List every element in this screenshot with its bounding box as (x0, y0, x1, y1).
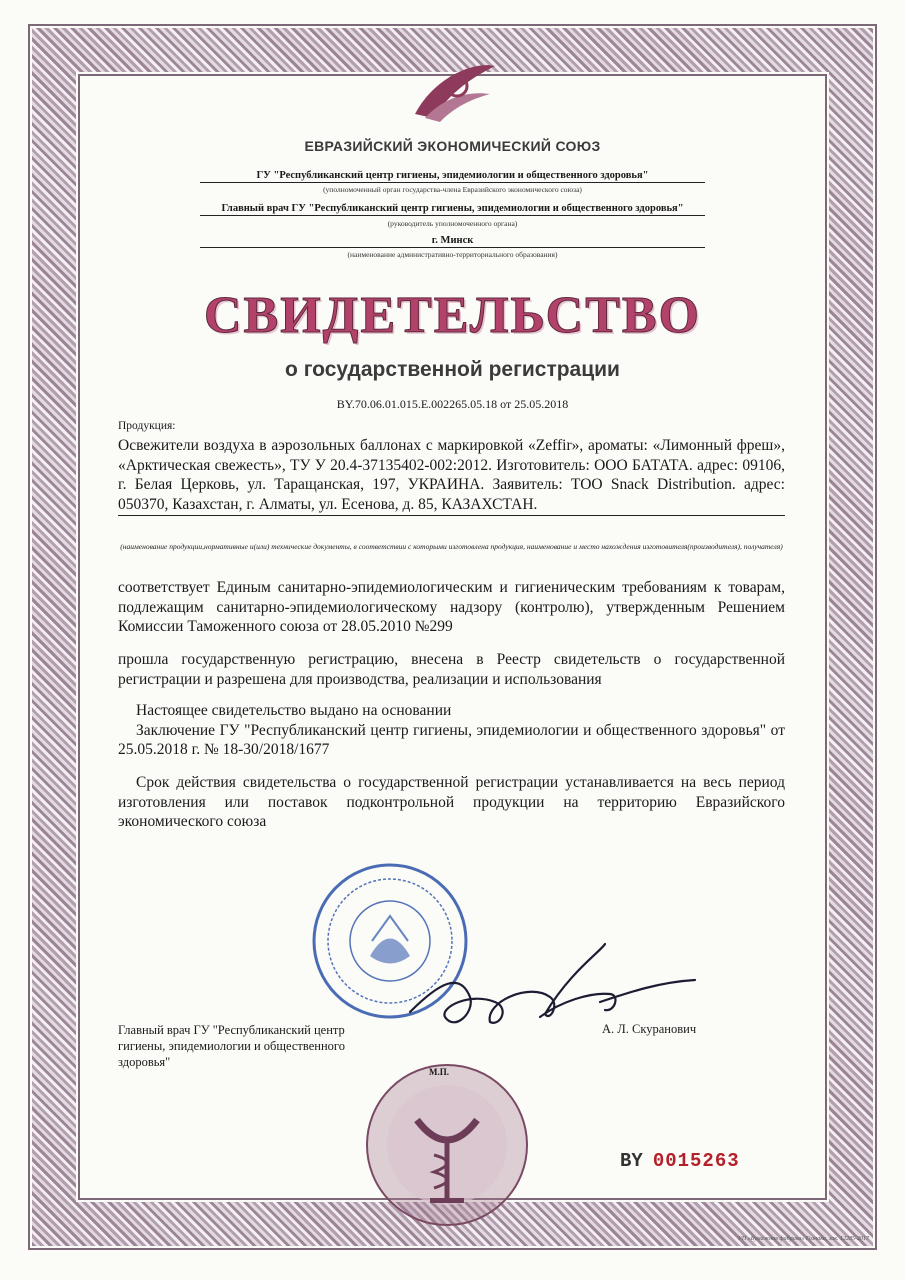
organ-head: Главный врач ГУ "Республиканский центр гигиены, эпидемиологии и общественного здоровья" (200, 203, 705, 216)
printer-note: УП «Бумажная фабрика» Гознака, зак. 12285-2017 (737, 1236, 869, 1242)
basis-text: Заключение ГУ "Республиканский центр гигиены, эпидемиологии и общественного здоровья" от 25.05.2018 г. № 18-30/2018/1677 (118, 721, 785, 758)
product-description: Освежители воздуха в аэрозольных баллонах с маркировкой «Zeffir», ароматы: «Лимонный фреш», «Арктическая свежесть», ТУ У 20.4-37135402-002:2012. Изготовитель: ООО БАТАТА. адрес: 09106, г. Белая Церковь, ул. Таращанская, 197, УКРАИНА. Заявитель: ТОО Snack Distribution. адрес: 050370, Казахстан, г. Алматы, ул. Есенова, д. 85, КАЗАХСТАН. (118, 436, 785, 516)
product-caption: (наименование продукции,нормативные и(или) технические документы, в соответствии с которыми изготовлена продукция, наименование и место нахождения изготовителя(производителя), получателя) (120, 542, 783, 551)
serial-digits: 0015263 (652, 1150, 740, 1172)
basis-block (118, 701, 785, 760)
organ-head-caption: (руководитель уполномоченного органа) (387, 219, 518, 228)
hygiene-seal-icon (362, 1060, 532, 1230)
eaeu-emblem-icon (395, 56, 505, 126)
product-label: Продукция: (118, 420, 176, 432)
authorized-organ-caption: (уполномоченный орган государства-члена Евразийского экономического союза) (323, 185, 582, 194)
city: г. Минск (200, 235, 705, 248)
serial-number (620, 1150, 740, 1172)
conformity-paragraph: соответствует Единым санитарно-эпидемиологическим и гигиеническим требованиям к товарам, подлежащим санитарно-эпидемиологическому надзору (контролю), утвержденным Решением Комиссии Таможенного союза от 28.05.2010 №299 (118, 579, 785, 635)
validity-paragraph: Срок действия свидетельства о государственной регистрации устанавливается на весь период изготовления или поставок подконтрольной продукции на территорию Евразийского экономического союза (118, 774, 785, 830)
registration-paragraph: прошла государственную регистрацию, внесена в Реестр свидетельств о государственной регистрации и разрешена для производства, реализации и использования (118, 651, 785, 688)
authorized-organ: ГУ "Республиканский центр гигиены, эпидемиологии и общественного здоровья" (200, 170, 705, 183)
registration-number: BY.70.06.01.015.E.002265.05.18 от 25.05.2018 (336, 397, 569, 411)
document-title: СВИДЕТЕЛЬСТВО (203, 287, 702, 344)
city-caption: (наименование административно-территориального образования) (347, 250, 558, 259)
certificate-body (80, 76, 825, 1198)
serial-prefix: BY (620, 1150, 643, 1172)
signatory-name: А. Л. Скуранович (602, 1022, 697, 1036)
signatory-title: Главный врач ГУ "Республиканский центр гигиены, эпидемиологии и общественного здоровья" (118, 1023, 345, 1069)
basis-intro: Настоящее свидетельство выдано на основании (136, 702, 452, 719)
union-name: ЕВРАЗИЙСКИЙ ЭКОНОМИЧЕСКИЙ СОЮЗ (304, 138, 601, 154)
seal-label: М.П. (429, 1067, 449, 1077)
document-subtitle: о государственной регистрации (285, 358, 620, 381)
